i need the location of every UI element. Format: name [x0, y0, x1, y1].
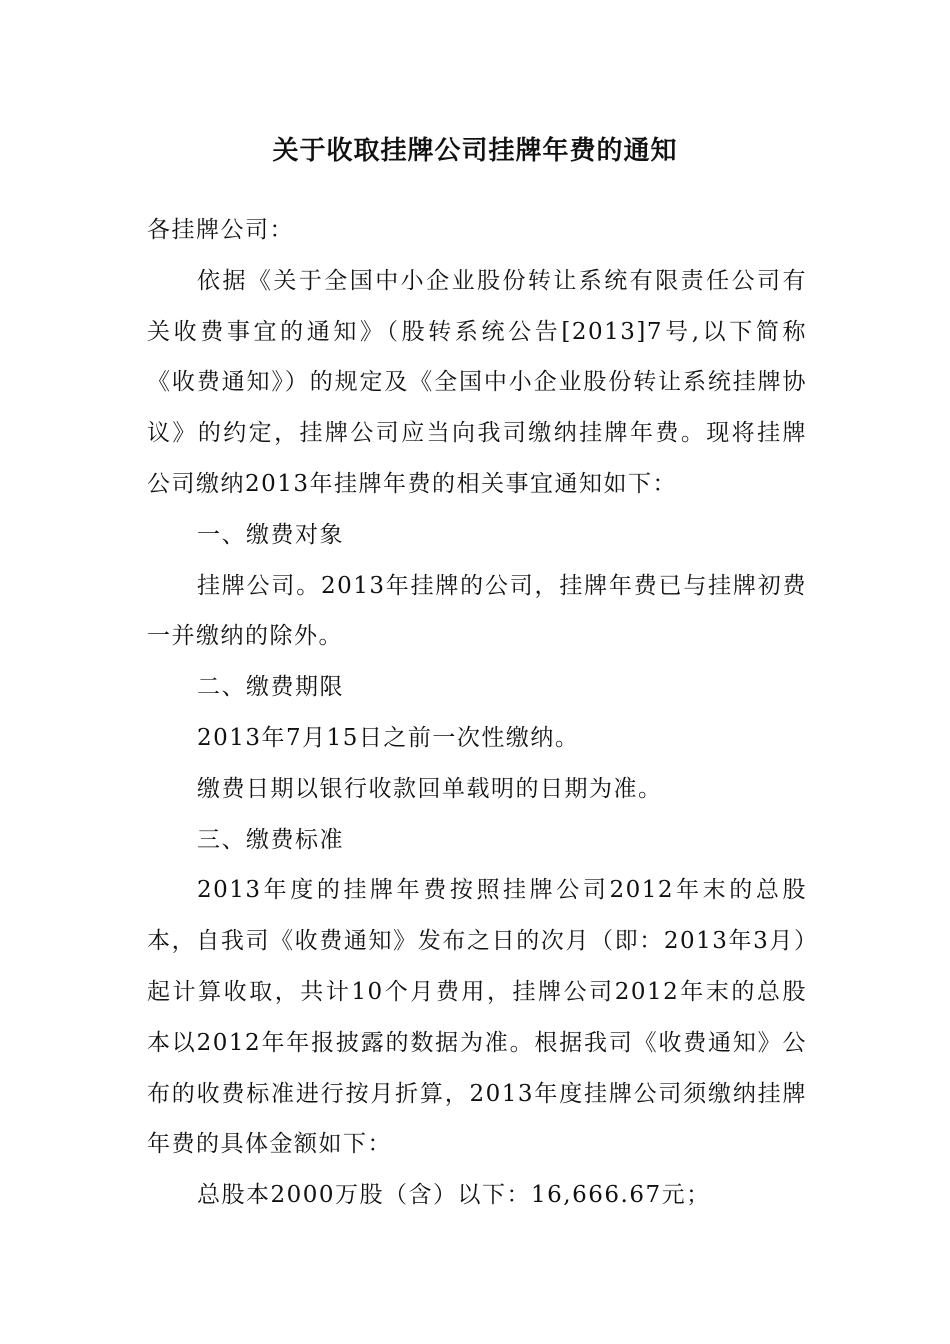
intro-paragraph: 依据《关于全国中小企业股份转让系统有限责任公司有关收费事宜的通知》（股转系统公告[2013]7号,以下简称《收费通知》）的规定及《全国中小企业股份转让系统挂牌协议》的约定，挂牌公司应当向我司缴纳挂牌年费。现将挂牌公司缴纳2013年挂牌年费的相关事宜通知如下： [147, 267, 807, 497]
section-3-paragraph: 2013年度的挂牌年费按照挂牌公司2012年末的总股本，自我司《收费通知》发布之日的次月（即：2013年3月）起计算收取，共计10个月费用，挂牌公司2012年末的总股本以2012年年报披露的数据为准。根据我司《收费通知》公布的收费标准进行按月折算，2013年度挂牌公司须缴纳挂牌年费的具体金额如下： [147, 877, 807, 1158]
section-2-paragraph-2: 缴费日期以银行收款回单载明的日期为准。 [197, 775, 663, 802]
document-title: 关于收取挂牌公司挂牌年费的通知 [272, 136, 678, 166]
section-heading-3: 三、缴费标准 [197, 826, 344, 853]
document-body [147, 205, 807, 1221]
section-heading-1: 一、缴费对象 [197, 521, 344, 548]
salutation: 各挂牌公司： [147, 217, 294, 243]
section-2-paragraph-1: 2013年7月15日之前一次性缴纳。 [197, 724, 580, 751]
section-heading-2: 二、缴费期限 [197, 674, 344, 701]
fee-item: 总股本2000万股（含）以下：16,666.67元； [197, 1182, 711, 1209]
section-1-paragraph: 挂牌公司。2013年挂牌的公司，挂牌年费已与挂牌初费一并缴纳的除外。 [147, 572, 807, 650]
